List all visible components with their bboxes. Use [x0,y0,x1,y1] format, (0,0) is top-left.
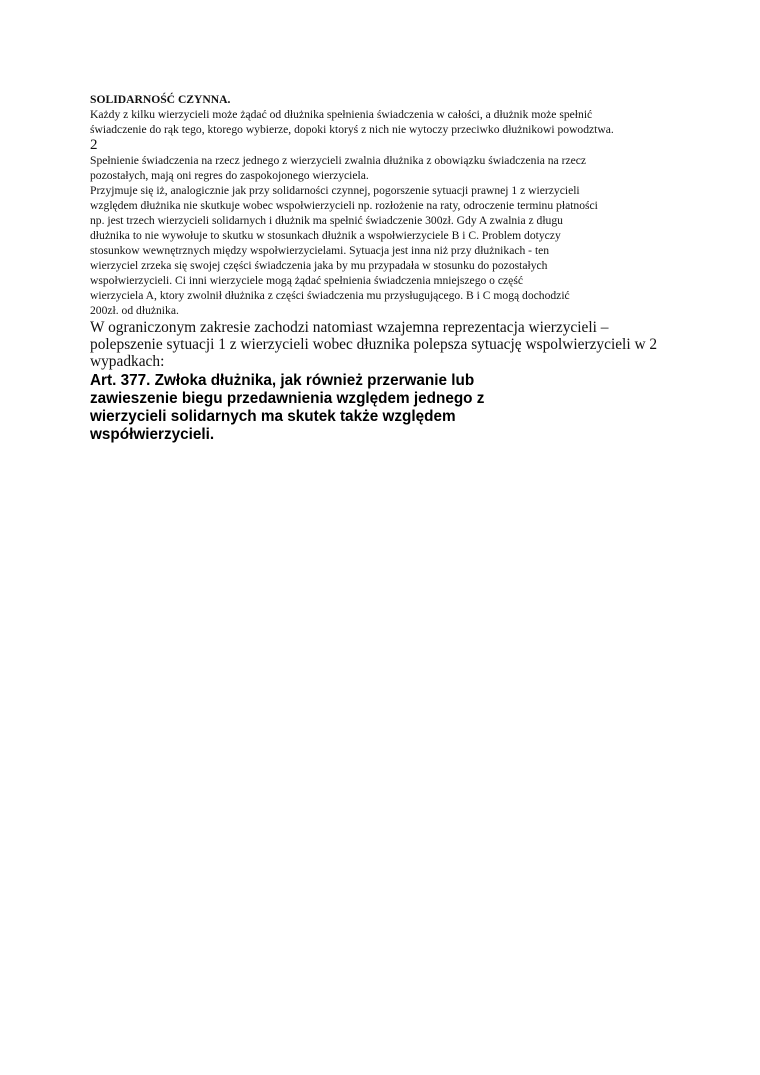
paragraph-line: Każdy z kilku wierzycieli może żądać od dłużnika spełnienia świadczenia w całości, a dłużnik może spełnić [90,108,593,121]
paragraph-line-large: polepszenie sytuacji 1 z wierzycieli wobec dłuznika polepsza sytuację wspolwierzycieli w 2 [90,336,658,353]
article-line: Art. 377. Zwłoka dłużnika, jak również przerwanie lub [90,372,475,389]
number-marker: 2 [90,137,98,153]
paragraph-line: np. jest trzech wierzycieli solidarnych i dłużnik ma spełnić świadczenie 300zł. Gdy A zwalnia z długu [90,214,563,227]
paragraph-line-large: W ograniczonym zakresie zachodzi natomiast wzajemna reprezentacja wierzycieli – [90,319,609,336]
paragraph-line: Przyjmuje się iż, analogicznie jak przy solidarności czynnej, pogorszenie sytuacji prawnej 1 z wierzycieli [90,184,580,197]
paragraph-line: pozostałych, mają oni regres do zaspokojonego wierzyciela. [90,169,369,182]
article-line: wierzycieli solidarnych ma skutek także względem [90,408,456,425]
paragraph-line: względem dłużnika nie skutkuje wobec wspołwierzycieli np. rozłożenie na raty, odroczenie terminu płatności [90,199,598,212]
paragraph-line-large: wypadkach: [90,353,165,370]
paragraph-line: 200zł. od dłużnika. [90,304,179,317]
paragraph-line: świadczenie do rąk tego, ktorego wybierze, dopoki ktoryś z nich nie wytoczy przeciwko dłużnikowi powodztwa. [90,123,614,136]
paragraph-line: dłużnika to nie wywołuje to skutku w stosunkach dłużnik a wspołwierzyciele B i C. Problem dotyczy [90,229,561,242]
paragraph-line: wierzyciel zrzeka się swojej części świadczenia jaka by mu przypadała w stosunku do pozostałych [90,259,548,272]
paragraph-line: stosunkow wewnętrznych między wspołwierzycielami. Sytuacja jest inna niż przy dłużnikach - ten [90,244,550,257]
heading: SOLIDARNOŚĆ CZYNNA. [90,93,231,106]
article-line: współwierzycieli. [90,426,215,443]
paragraph-line: wspołwierzycieli. Ci inni wierzyciele mogą żądać spełnienia świadczenia mniejszego o część [90,274,523,287]
paragraph-line: wierzyciela A, ktory zwolnił dłużnika z części świadczenia mu przysługującego. B i C mogą dochodzić [90,289,570,302]
article-line: zawieszenie biegu przedawnienia względem jednego z [90,390,485,407]
paragraph-line: Spełnienie świadczenia na rzecz jednego z wierzycieli zwalnia dłużnika z obowiązku świadczenia na rzecz [90,154,587,167]
